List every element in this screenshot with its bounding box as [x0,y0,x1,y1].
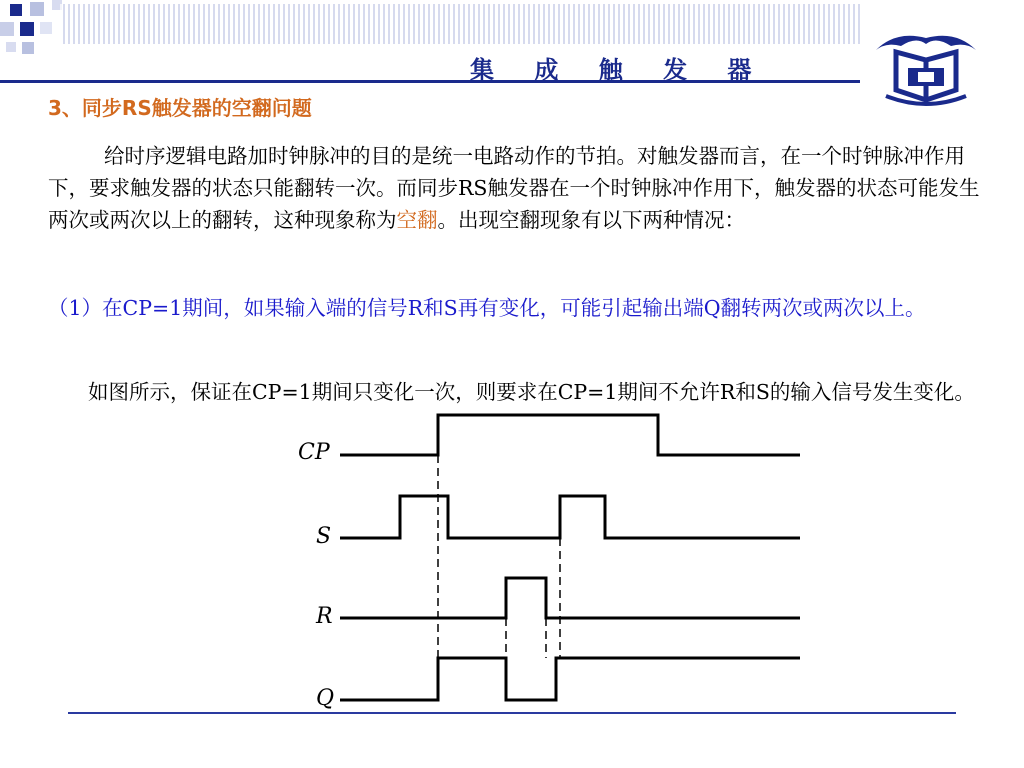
q-label: Q [316,686,335,711]
header-band [60,4,860,44]
intro-paragraph [48,140,998,236]
cp-waveform [340,415,800,455]
s-label: S [316,524,332,549]
cp-label: CP [298,440,330,465]
intro-text-end: 。出现空翻现象有以下两种情况： [437,208,745,232]
case-one-paragraph: （1）在CP=1期间，如果输入端的信号R和S再有变化，可能引起输出端Q翻转两次或两次以上。 [48,296,926,320]
r-waveform [340,578,800,618]
section-heading: 3、同步RS触发器的空翻问题 [48,96,312,120]
kongfan-term: 空翻 [396,208,438,232]
slide-title: 集 成 触 发 器 [470,55,768,84]
timing-diagram [280,410,820,710]
figure-explanation-paragraph [48,376,998,408]
intro-text-start: 给时序逻辑电路加时钟脉冲的目的是统一电路动作的节拍。对触发器而言，在一个时钟脉冲作用下，要求触发器的状态只能翻转一次。而同步RS触发器在一个时钟脉冲作用下，触发器的状态可能发生两次或两次以上的翻转，这种现象称为 [48,144,980,232]
bottom-rule [68,712,956,714]
figure-explanation-text: 如图所示，保证在CP=1期间只变化一次，则要求在CP=1期间不允许R和S的输入信号发生变化。 [88,380,975,404]
s-waveform [340,496,800,538]
r-label: R [316,604,333,629]
university-logo-icon [856,20,996,110]
q-waveform [340,658,800,700]
